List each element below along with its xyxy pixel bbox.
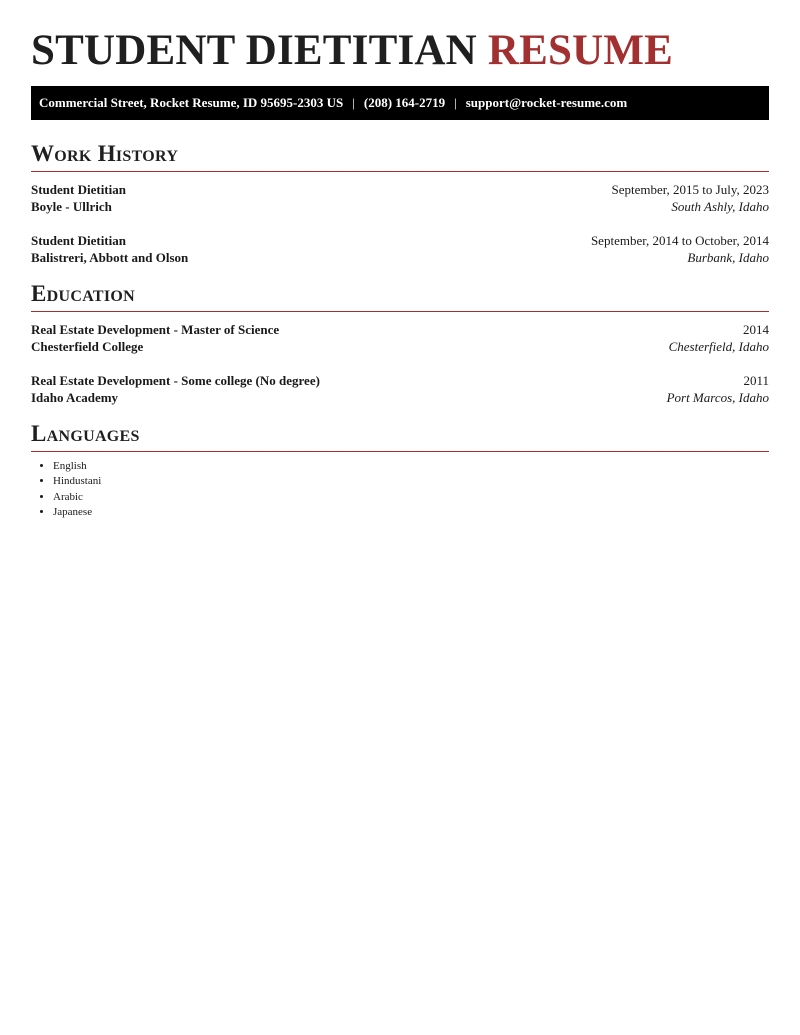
language-item: • English	[53, 459, 769, 474]
contact-separator: |	[352, 95, 355, 110]
language-item: • Japanese	[53, 505, 769, 520]
job-position: Student Dietitian	[31, 182, 126, 197]
education-year: 2011	[743, 373, 769, 388]
job-employer: Boyle - Ullrich	[31, 199, 112, 214]
language-item: • Hindustani	[53, 474, 769, 489]
resume-title	[31, 27, 673, 75]
languages-list	[31, 459, 769, 520]
contact-address: Commercial Street, Rocket Resume, ID 95695-2303 US	[39, 95, 344, 110]
education-year: 2014	[743, 322, 769, 337]
education-degree: Real Estate Development - Master of Science	[31, 322, 280, 337]
section-title-work-history: Work History	[31, 141, 179, 166]
section-title-education: Education	[31, 281, 135, 306]
title-main: STUDENT DIETITIAN	[31, 27, 477, 74]
education-school: Chesterfield College	[31, 339, 144, 354]
contact-phone: (208) 164-2719	[363, 95, 446, 110]
job-dates: September, 2015 to July, 2023	[611, 182, 769, 197]
work-entry	[31, 181, 769, 215]
section-divider	[31, 451, 769, 452]
education-entry	[31, 372, 769, 406]
work-entry	[31, 232, 769, 266]
job-dates: September, 2014 to October, 2014	[590, 233, 769, 248]
contact-email: support@rocket-resume.com	[465, 95, 628, 110]
contact-separator: |	[454, 95, 457, 110]
section-title-languages: Languages	[31, 421, 140, 446]
section-divider	[31, 311, 769, 312]
education-location: Port Marcos, Idaho	[666, 390, 769, 405]
language-item: • Arabic	[53, 490, 769, 505]
title-accent: RESUME	[487, 27, 674, 74]
contact-bar	[31, 86, 769, 120]
job-employer: Balistreri, Abbott and Olson	[31, 250, 189, 265]
education-location: Chesterfield, Idaho	[668, 339, 769, 354]
section-divider	[31, 171, 769, 172]
job-location: South Ashly, Idaho	[671, 199, 769, 214]
education-entry	[31, 321, 769, 355]
education-section	[31, 281, 769, 406]
job-location: Burbank, Idaho	[687, 250, 769, 265]
education-school: Idaho Academy	[31, 390, 119, 405]
languages-section	[31, 421, 769, 520]
work-history-section	[31, 141, 769, 266]
education-degree: Real Estate Development - Some college (No degree)	[31, 373, 320, 388]
job-position: Student Dietitian	[31, 233, 126, 248]
